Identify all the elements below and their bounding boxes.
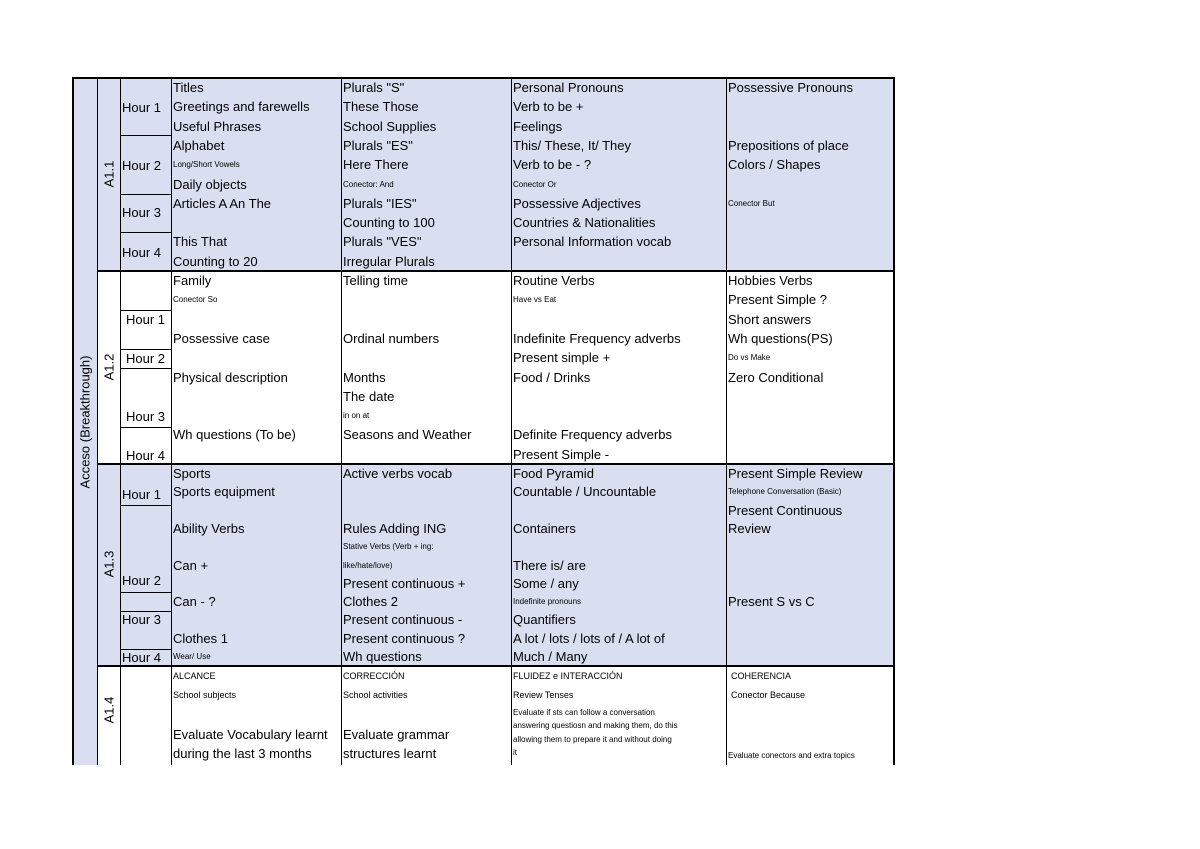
cell-text: Plurals "S" (343, 80, 405, 95)
table-top-border (72, 77, 895, 79)
column-divider (726, 78, 727, 765)
cell-text: Have vs Eat (513, 295, 557, 305)
cell-text: Present simple + (513, 350, 611, 366)
cell-text: Possessive case (173, 330, 270, 346)
cell-text: Present continuous + (343, 575, 466, 591)
cell-text: Wh questions (To be) (173, 427, 296, 443)
cell-text: Much / Many (513, 649, 588, 664)
cell-text: Present Simple ? (728, 292, 827, 308)
cell-text: Colors / Shapes (728, 157, 821, 173)
cell-text: Telling time (343, 273, 409, 288)
hour-label: Hour 2 (122, 573, 162, 588)
hour-divider (120, 194, 171, 195)
cell-text: Here There (343, 157, 409, 173)
cell-text: Conector Or (513, 179, 557, 189)
hour-label: Hour 3 (122, 205, 162, 220)
cell-text: Can + (173, 557, 209, 573)
cell-text: Hobbies Verbs (728, 273, 813, 288)
level-label: A1.4 (101, 696, 117, 724)
hour-label: Hour 1 (122, 487, 162, 502)
cell-text: Quantifiers (513, 612, 576, 628)
cell-text: Telephone Conversation (Basic) (728, 487, 842, 497)
cell-text: Prepositions of place (728, 137, 849, 153)
cell-text: Possessive Pronouns (728, 80, 854, 95)
cell-text: Evaluate grammar (343, 727, 450, 742)
cell-text: The date (343, 388, 395, 404)
cell-text: Definite Frequency adverbs (513, 427, 672, 443)
cell-text: Do vs Make (728, 353, 771, 363)
cell-text: Indefinite Frequency adverbs (513, 330, 681, 346)
hour-label: Hour 4 (122, 650, 162, 665)
cell-text: Possessive Adjectives (513, 195, 641, 211)
section-label: Acceso (Breakthrough) (77, 355, 93, 489)
cell-text: This/ These, It/ They (513, 137, 632, 153)
cell-text: Active verbs vocab (343, 466, 453, 481)
cell-text: allowing them to prepare it and without doing (513, 735, 672, 744)
cell-text: Evaluate conectors and extra topics (728, 751, 855, 760)
cell-text: Present Simple - (513, 446, 610, 462)
cell-text: Present S vs C (728, 594, 815, 610)
level-label: A1.2 (101, 353, 117, 380)
level-divider (97, 665, 893, 667)
column-divider (341, 78, 342, 765)
cell-text: Countable / Uncountable (513, 484, 657, 500)
cell-text: Irregular Plurals (343, 253, 435, 269)
cell-text: Titles (173, 80, 204, 95)
cell-text: Clothes 2 (343, 594, 398, 610)
cell-text: Months (343, 369, 386, 385)
cell-text: answering questiosn and making them, do this (513, 721, 678, 730)
hour-divider (120, 135, 171, 136)
level-divider (97, 463, 893, 465)
cell-text: Clothes 1 (173, 630, 228, 646)
cell-text: Ability Verbs (173, 520, 245, 536)
cell-text: Counting to 20 (173, 253, 258, 269)
hour-divider (120, 310, 171, 311)
cell-text: COHERENCIA (731, 671, 792, 681)
hour-divider (120, 349, 171, 350)
cell-text: Greetings and farewells (173, 99, 310, 115)
cell-text: Review (728, 520, 771, 536)
hour-divider (120, 427, 171, 428)
cell-text: Food / Drinks (513, 369, 591, 385)
cell-text: it (513, 748, 517, 757)
cell-text: Wh questions (343, 649, 422, 664)
hour-label: Hour 3 (122, 612, 162, 627)
cell-text: CORRECCIÓN (343, 671, 405, 681)
cell-text: Present continuous - (343, 612, 463, 628)
hour-divider (120, 592, 171, 593)
cell-text: Feelings (513, 118, 563, 134)
cell-text: in on at (343, 411, 370, 421)
level-label: A1.3 (101, 550, 117, 578)
cell-text: Evaluate Vocabulary learnt (173, 727, 328, 742)
cell-text: like/hate/love) (343, 560, 393, 570)
cell-text: Counting to 100 (343, 215, 435, 231)
cell-text: A lot / lots / lots of / A lot of (513, 630, 665, 646)
cell-text: These Those (343, 99, 419, 115)
cell-text: ALCANCE (173, 671, 216, 681)
column-divider (97, 78, 98, 765)
cell-text: Long/Short Vowels (173, 160, 240, 170)
cell-text: Physical description (173, 369, 288, 385)
cell-text: School subjects (173, 690, 237, 700)
cell-text: Verb to be - ? (513, 157, 592, 173)
hour-label: Hour 1 (122, 100, 162, 115)
hour-divider (120, 232, 171, 233)
cell-text: Sports (173, 466, 211, 481)
level-divider (97, 270, 893, 272)
cell-text: There is/ are (513, 557, 586, 573)
cell-text: Plurals "ES" (343, 137, 413, 153)
cell-text: Present Simple Review (728, 466, 863, 481)
cell-text: Food Pyramid (513, 466, 594, 481)
cell-text: Seasons and Weather (343, 427, 472, 443)
hour-label: Hour 1 (126, 312, 166, 327)
cell-text: Articles A An The (173, 195, 272, 211)
cell-text: Rules Adding ING (343, 520, 447, 536)
cell-text: FLUIDEZ e INTERACCIÓN (513, 671, 623, 681)
cell-text: Conector Because (731, 690, 806, 700)
cell-text: Sports equipment (173, 484, 275, 500)
cell-text: Ordinal numbers (343, 330, 440, 346)
cell-text: Evaluate if sts can follow a conversation (513, 708, 655, 717)
column-divider (511, 78, 512, 765)
hour-label: Hour 3 (126, 409, 166, 424)
cell-text: Conector So (173, 295, 218, 305)
cell-text: Wh questions(PS) (728, 330, 833, 346)
cell-text: Plurals "IES" (343, 195, 417, 211)
cell-text: Present continuous ? (343, 630, 466, 646)
level-label: A1.1 (101, 160, 117, 188)
column-divider (171, 78, 172, 765)
cell-text: Alphabet (173, 137, 225, 153)
hour-label: Hour 4 (122, 245, 162, 260)
cell-text: Useful Phrases (173, 118, 262, 134)
cell-text: Stative Verbs (Verb + ing: (343, 542, 434, 552)
column-divider (72, 78, 74, 765)
cell-text: Zero Conditional (728, 369, 824, 385)
hour-divider (120, 505, 171, 506)
cell-text: Conector But (728, 198, 775, 208)
cell-text: Plurals "VES" (343, 234, 422, 250)
cell-text: Verb to be + (513, 99, 584, 115)
cell-text: Some / any (513, 575, 579, 591)
cell-text: School Supplies (343, 118, 437, 134)
cell-text: Wear/ Use (173, 652, 211, 661)
cell-text: Family (173, 273, 212, 288)
cell-text: School activities (343, 690, 408, 700)
cell-text: Can - ? (173, 594, 216, 610)
cell-text: structures learnt (343, 746, 437, 761)
cell-text: This That (173, 234, 227, 250)
cell-text: Containers (513, 520, 576, 536)
hour-divider (120, 368, 171, 369)
cell-text: Personal Information vocab (513, 234, 672, 250)
column-divider (893, 78, 895, 765)
cell-text: Short answers (728, 311, 812, 327)
hour-label: Hour 2 (122, 158, 162, 173)
cell-text: Review Tenses (513, 690, 574, 700)
cell-text: Daily objects (173, 176, 247, 192)
cell-text: Present Continuous (728, 502, 843, 518)
cell-text: Personal Pronouns (513, 80, 624, 95)
cell-text: Countries & Nationalities (513, 215, 656, 231)
hour-label: Hour 4 (126, 448, 166, 463)
column-divider (120, 78, 121, 765)
cell-text: during the last 3 months (173, 746, 312, 761)
cell-text: Conector: And (343, 179, 394, 189)
cell-text: Indefinite pronouns (513, 597, 582, 607)
hour-label: Hour 2 (126, 351, 166, 366)
cell-text: Routine Verbs (513, 273, 595, 288)
